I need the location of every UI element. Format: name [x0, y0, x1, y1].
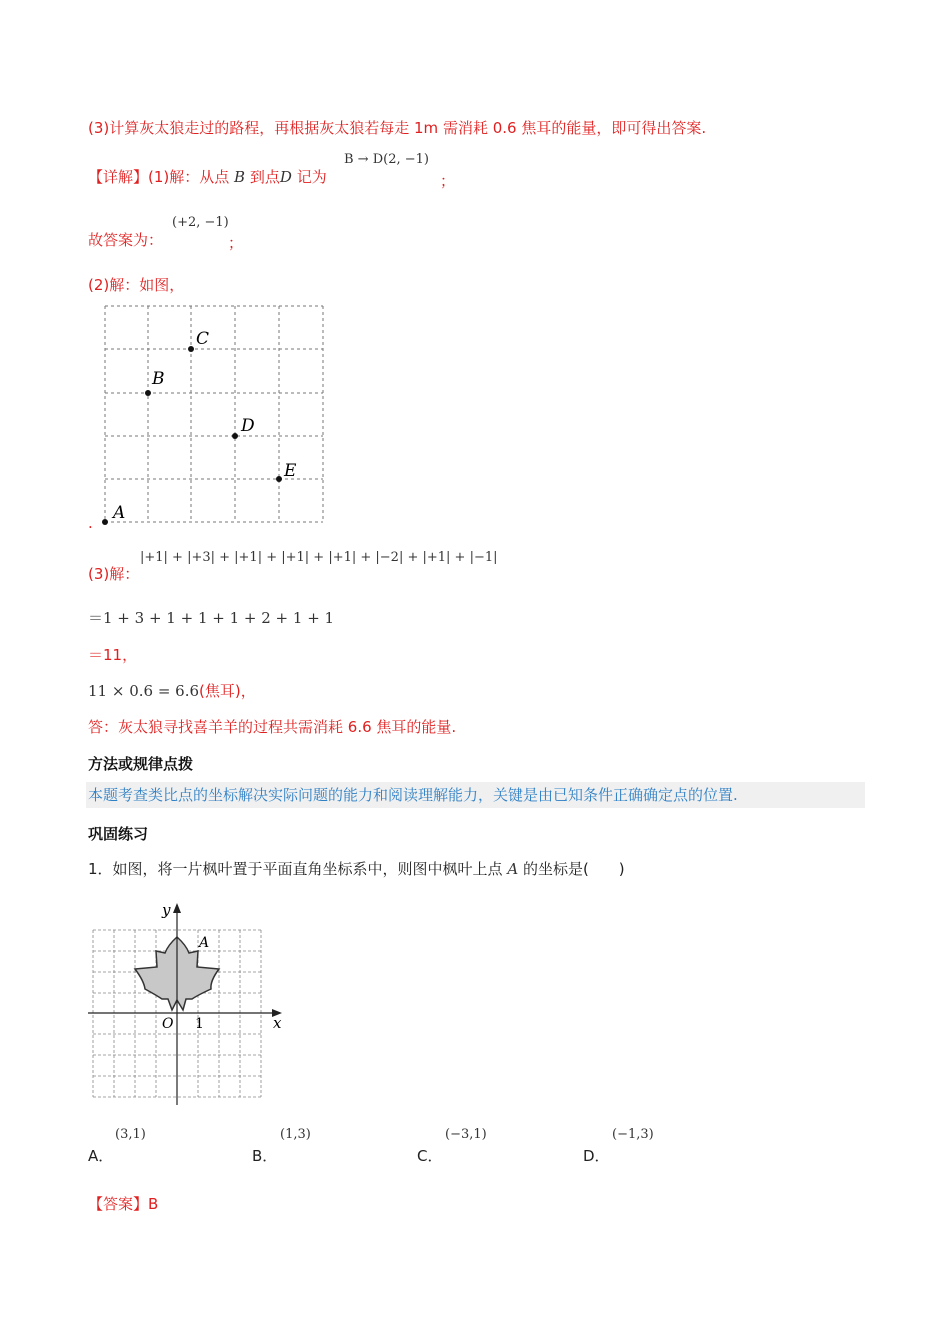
part3-conclusion: 答：灰太狼寻找喜羊羊的过程共需消耗 6.6 焦耳的能量. [88, 718, 457, 736]
maple-leaf-figure [82, 895, 302, 1111]
option-d-letter[interactable]: D． [583, 1147, 610, 1165]
option-d-value: (−1,3) [612, 1127, 654, 1142]
option-c-letter[interactable]: C． [417, 1147, 443, 1165]
detail-tag: 【详解】 [88, 168, 149, 186]
option-c-value: (−3,1) [445, 1127, 487, 1142]
answer1-formula: (+2, −1) [172, 215, 229, 230]
point-e [276, 476, 282, 482]
answer-value: B [148, 1195, 159, 1213]
question-point: A [507, 860, 519, 878]
label-e: E [284, 461, 297, 481]
answer-tag: 【答案】 [88, 1195, 149, 1213]
detail-end: ； [440, 172, 456, 190]
label-c: C [196, 329, 210, 349]
step3-unit: (焦耳)， [199, 682, 256, 700]
point-b [145, 390, 151, 396]
point-b-label: B [234, 168, 246, 186]
part3-step2: ＝11， [88, 646, 138, 664]
y-axis-label: y [162, 901, 171, 919]
label-d: D [241, 416, 255, 436]
point-c [188, 346, 194, 352]
question-rest: 的坐标是( ) [522, 860, 625, 878]
answer-line [88, 1193, 158, 1214]
point-a [102, 519, 108, 525]
tick-one-label: 1 [195, 1016, 204, 1032]
x-axis-label: x [273, 1014, 282, 1032]
method-text: 本题考查类比点的坐标解决实际问题的能力和阅读理解能力，关键是由已知条件正确确定点的位置. [86, 782, 865, 808]
method-title: 方法或规律点拨 [88, 755, 194, 773]
label-b: B [152, 369, 165, 389]
part3-formula: |+1| + |+3| + |+1| + |+1| + |+1| + |−2| + |+1| + |−1| [140, 550, 498, 565]
point-d-label: D [279, 168, 292, 186]
option-a-letter[interactable]: A． [88, 1147, 114, 1165]
question-1 [88, 858, 625, 879]
step3-formula: 11 × 0.6 = 6.6 [88, 682, 200, 700]
grid-lines [105, 306, 323, 522]
part3-prefix: (3)解： [88, 565, 140, 583]
origin-label: O [162, 1016, 174, 1032]
grid-figure [80, 298, 340, 534]
detail-line [88, 166, 327, 187]
detail-formula: B → D(2, −1) [344, 152, 429, 167]
detail-part1-prefix: (1)解：从点 [148, 168, 230, 186]
detail-mid: 到点 [249, 168, 280, 186]
answer1-end: ； [228, 234, 244, 252]
option-b-value: (1,3) [280, 1127, 311, 1142]
grid-period: . [88, 514, 93, 532]
leaf-point-a-label: A [199, 935, 210, 951]
part3-step3 [88, 680, 256, 701]
answer1-prefix: 故答案为： [88, 231, 164, 249]
option-a-value: (3,1) [115, 1127, 146, 1142]
label-a: A [113, 503, 126, 523]
question-text: 1．如图，将一片枫叶置于平面直角坐标系中，则图中枫叶上点 [88, 860, 503, 878]
point-d [232, 433, 238, 439]
step3-explanation: (3)计算灰太狼走过的路程，再根据灰太狼若每走 1m 需消耗 0.6 焦耳的能量，即可得出答案. [88, 119, 707, 137]
practice-title: 巩固练习 [88, 825, 149, 843]
part3-step1: ＝1 + 3 + 1 + 1 + 1 + 2 + 1 + 1 [88, 609, 335, 627]
y-axis-arrow [173, 903, 181, 913]
part2-heading: (2)解：如图， [88, 276, 185, 294]
detail-suffix: 记为 [296, 168, 327, 186]
option-b-letter[interactable]: B． [252, 1147, 278, 1165]
